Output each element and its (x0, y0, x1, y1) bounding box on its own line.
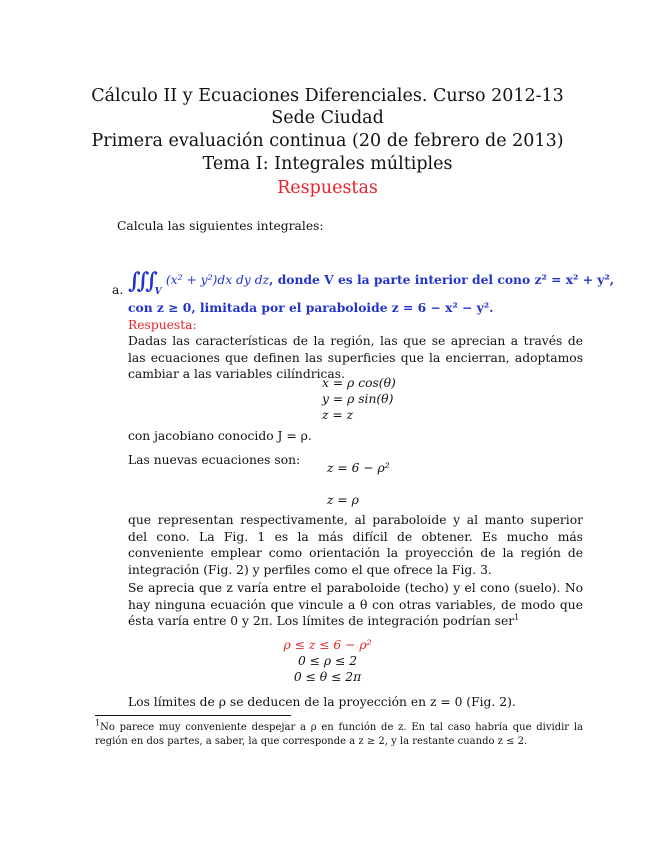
statement-line1: , donde V es la parte interior del cono z² = x² + y², (269, 272, 615, 287)
integrand: (x² + y²)dx dy dz (165, 273, 270, 287)
footnote-rule (95, 715, 291, 716)
change-z: z = z (322, 408, 354, 422)
paragraph-3-text: Se aprecia que z varía entre el paraboloide (techo) y el cono (suelo). No hay ninguna ecuación que vincule a θ con otras variables, de modo que ésta varía entre 0 y 2π. Los límites de integración podrían ser (128, 581, 583, 628)
intro-text: Calcula las siguientes integrales: (117, 219, 324, 233)
integral-domain: V (154, 287, 162, 297)
cone-equation: z = ρ (327, 493, 359, 507)
topic-line: Tema I: Integrales múltiples (202, 154, 453, 174)
change-x: x = ρ cos(θ) (322, 376, 396, 390)
exam-date-line: Primera evaluación continua (20 de febrero de 2013) (91, 131, 564, 151)
problem-statement-line2: con z ≥ 0, limitada por el paraboloide z = 6 − x² − y². (128, 300, 494, 315)
course-title: Cálculo II y Ecuaciones Diferenciales. Curso 2012-13 (91, 86, 564, 106)
triple-integral-sign: ∭ (128, 268, 155, 294)
footnote-text: No parece muy conveniente despejar a ρ en función de z. En tal caso habría que dividir la región en dos partes, a saber, la que corresponde a z ≥ 2, y la restante cuando z ≤ 2. (95, 722, 583, 747)
footnote (95, 718, 583, 748)
answer-paragraph-4: Los límites de ρ se deducen de la proyección en z = 0 (Fig. 2). (128, 695, 516, 709)
answer-paragraph-3 (128, 580, 583, 630)
answer-paragraph-2: que representan respectivamente, al paraboloide y al manto superior del cono. La Fig. 1 es la más difícil de obtener. Es mucho más conveniente emplear como orientación la proyección de la región de integración (Fig. 2) y perfiles como el que ofrece la Fig. 3. (128, 513, 583, 577)
paraboloid-equation: z = 6 − ρ² (327, 461, 390, 475)
limits-rho: 0 ≤ ρ ≤ 2 (297, 654, 358, 668)
footnote-mark: 1 (95, 718, 101, 728)
jacobian-line: con jacobiano conocido J = ρ. (128, 429, 312, 443)
footnote-reference: 1 (514, 612, 520, 622)
limits-z: ρ ≤ z ≤ 6 − ρ² (283, 638, 372, 652)
problem-statement-line1 (128, 268, 615, 301)
new-equations-intro: Las nuevas ecuaciones son: (128, 453, 301, 467)
change-y: y = ρ sin(θ) (322, 392, 394, 406)
answer-label: Respuesta: (128, 318, 197, 332)
answer-paragraph-1: Dadas las características de la región, las que se aprecian a través de las ecuaciones que definen las superficies que la encierran, adoptamos cambiar a las variables cilíndricas. (128, 334, 583, 381)
item-label: a. (112, 283, 124, 297)
limits-theta: 0 ≤ θ ≤ 2π (293, 670, 362, 684)
campus-line: Sede Ciudad (271, 108, 384, 128)
answers-heading: Respuestas (277, 178, 378, 198)
